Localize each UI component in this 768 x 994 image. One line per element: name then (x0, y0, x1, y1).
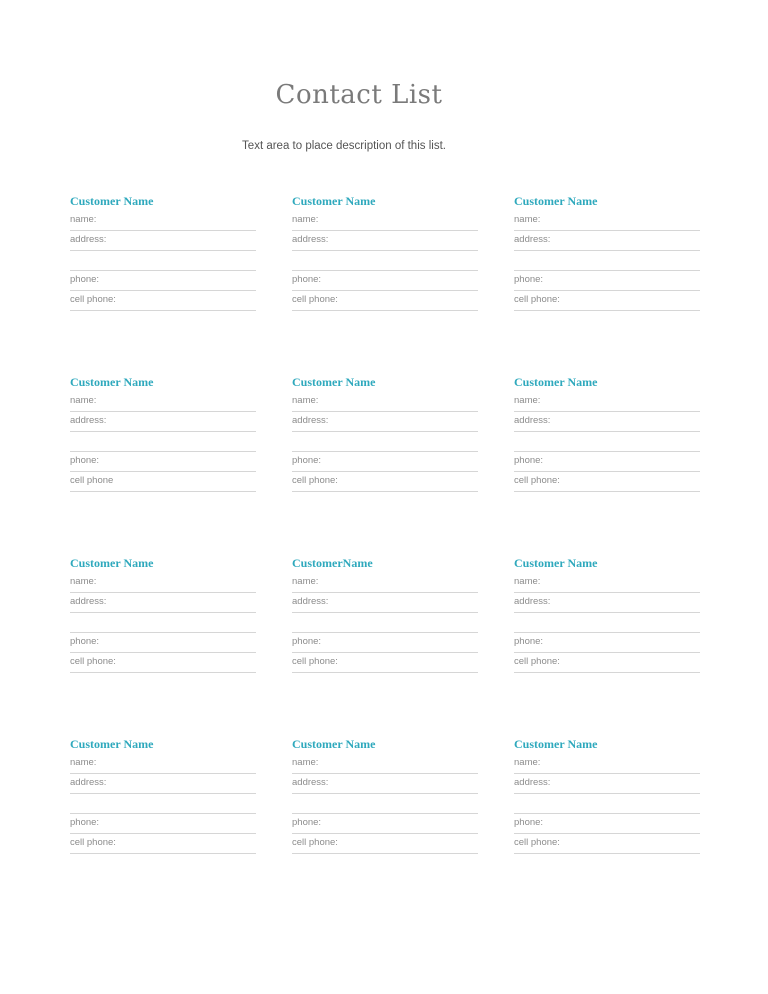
customer-name-heading[interactable]: Customer Name (514, 737, 598, 751)
cell-phone-field[interactable]: cell phone: (292, 292, 478, 311)
address-line-2-field[interactable] (292, 433, 478, 452)
address-field[interactable]: address: (514, 775, 700, 794)
contact-card (292, 193, 478, 312)
contact-card (514, 736, 700, 855)
phone-field[interactable]: phone: (514, 272, 700, 291)
cell-phone-field[interactable]: cell phone: (292, 835, 478, 854)
phone-field[interactable]: phone: (70, 815, 256, 834)
page-title-text: Contact List (275, 80, 443, 110)
customer-name-heading[interactable]: Customer Name (70, 737, 154, 751)
address-line-2-field[interactable] (514, 795, 700, 814)
phone-field[interactable]: phone: (70, 272, 256, 291)
name-field[interactable]: name: (292, 755, 478, 774)
contact-card (292, 736, 478, 855)
customer-name-heading[interactable]: Customer Name (292, 194, 376, 208)
phone-field[interactable]: phone: (292, 453, 478, 472)
address-line-2-field[interactable] (292, 614, 478, 633)
address-field[interactable]: address: (70, 413, 256, 432)
address-field[interactable]: address: (514, 413, 700, 432)
address-line-2-field[interactable] (70, 252, 256, 271)
customer-name-heading[interactable]: Customer Name (514, 375, 598, 389)
customer-name-heading[interactable]: Customer Name (292, 375, 376, 389)
address-line-2-field[interactable] (70, 795, 256, 814)
address-field[interactable]: address: (514, 594, 700, 613)
cell-phone-field[interactable]: cell phone: (70, 292, 256, 311)
name-field[interactable]: name: (70, 574, 256, 593)
cell-phone-field[interactable]: cell phone: (514, 473, 700, 492)
address-field[interactable]: address: (292, 594, 478, 613)
cell-phone-field[interactable]: cell phone: (514, 835, 700, 854)
contact-card (70, 555, 256, 674)
name-field[interactable]: name: (292, 393, 478, 412)
name-field[interactable]: name: (292, 212, 478, 231)
phone-field[interactable]: phone: (292, 272, 478, 291)
address-field[interactable]: address: (514, 232, 700, 251)
address-line-2-field[interactable] (70, 433, 256, 452)
cell-phone-field[interactable]: cell phone: (514, 292, 700, 311)
address-line-2-field[interactable] (514, 614, 700, 633)
customer-name-heading[interactable]: Customer Name (514, 556, 598, 570)
customer-name-heading[interactable]: Customer Name (514, 194, 598, 208)
customer-name-heading[interactable]: Customer Name (70, 375, 154, 389)
address-line-2-field[interactable] (70, 614, 256, 633)
phone-field[interactable]: phone: (514, 815, 700, 834)
cell-phone-field[interactable]: cell phone: (70, 654, 256, 673)
address-line-2-field[interactable] (514, 433, 700, 452)
contact-card (70, 374, 256, 493)
cell-phone-field[interactable]: cell phone: (292, 654, 478, 673)
address-field[interactable]: address: (70, 232, 256, 251)
name-field[interactable]: name: (514, 755, 700, 774)
phone-field[interactable]: phone: (514, 634, 700, 653)
name-field[interactable]: name: (70, 393, 256, 412)
customer-name-heading[interactable]: Customer Name (292, 737, 376, 751)
address-field[interactable]: address: (70, 775, 256, 794)
cell-phone-field[interactable]: cell phone: (292, 473, 478, 492)
customer-name-heading[interactable]: Customer Name (70, 556, 154, 570)
phone-field[interactable]: phone: (70, 453, 256, 472)
address-line-2-field[interactable] (292, 795, 478, 814)
contact-card (514, 555, 700, 674)
address-field[interactable]: address: (70, 594, 256, 613)
contact-card (514, 193, 700, 312)
address-field[interactable]: address: (292, 413, 478, 432)
contact-card (292, 374, 478, 493)
contact-card (292, 555, 478, 674)
contact-card (70, 193, 256, 312)
address-field[interactable]: address: (292, 775, 478, 794)
name-field[interactable]: name: (514, 574, 700, 593)
cell-phone-field[interactable]: cell phone: (514, 654, 700, 673)
cell-phone-field[interactable]: cell phone: (70, 835, 256, 854)
contact-card (70, 736, 256, 855)
address-field[interactable]: address: (292, 232, 478, 251)
phone-field[interactable]: phone: (70, 634, 256, 653)
address-line-2-field[interactable] (514, 252, 700, 271)
address-line-2-field[interactable] (292, 252, 478, 271)
name-field[interactable]: name: (514, 393, 700, 412)
name-field[interactable]: name: (70, 212, 256, 231)
name-field[interactable]: name: (514, 212, 700, 231)
name-field[interactable]: name: (292, 574, 478, 593)
customer-name-heading[interactable]: CustomerName (292, 556, 373, 570)
customer-name-heading[interactable]: Customer Name (70, 194, 154, 208)
page-title (0, 80, 718, 110)
contact-card (514, 374, 700, 493)
name-field[interactable]: name: (70, 755, 256, 774)
cell-phone-field[interactable]: cell phone (70, 473, 256, 492)
phone-field[interactable]: phone: (292, 815, 478, 834)
list-description[interactable]: Text area to place description of this list. (242, 140, 446, 152)
phone-field[interactable]: phone: (292, 634, 478, 653)
phone-field[interactable]: phone: (514, 453, 700, 472)
